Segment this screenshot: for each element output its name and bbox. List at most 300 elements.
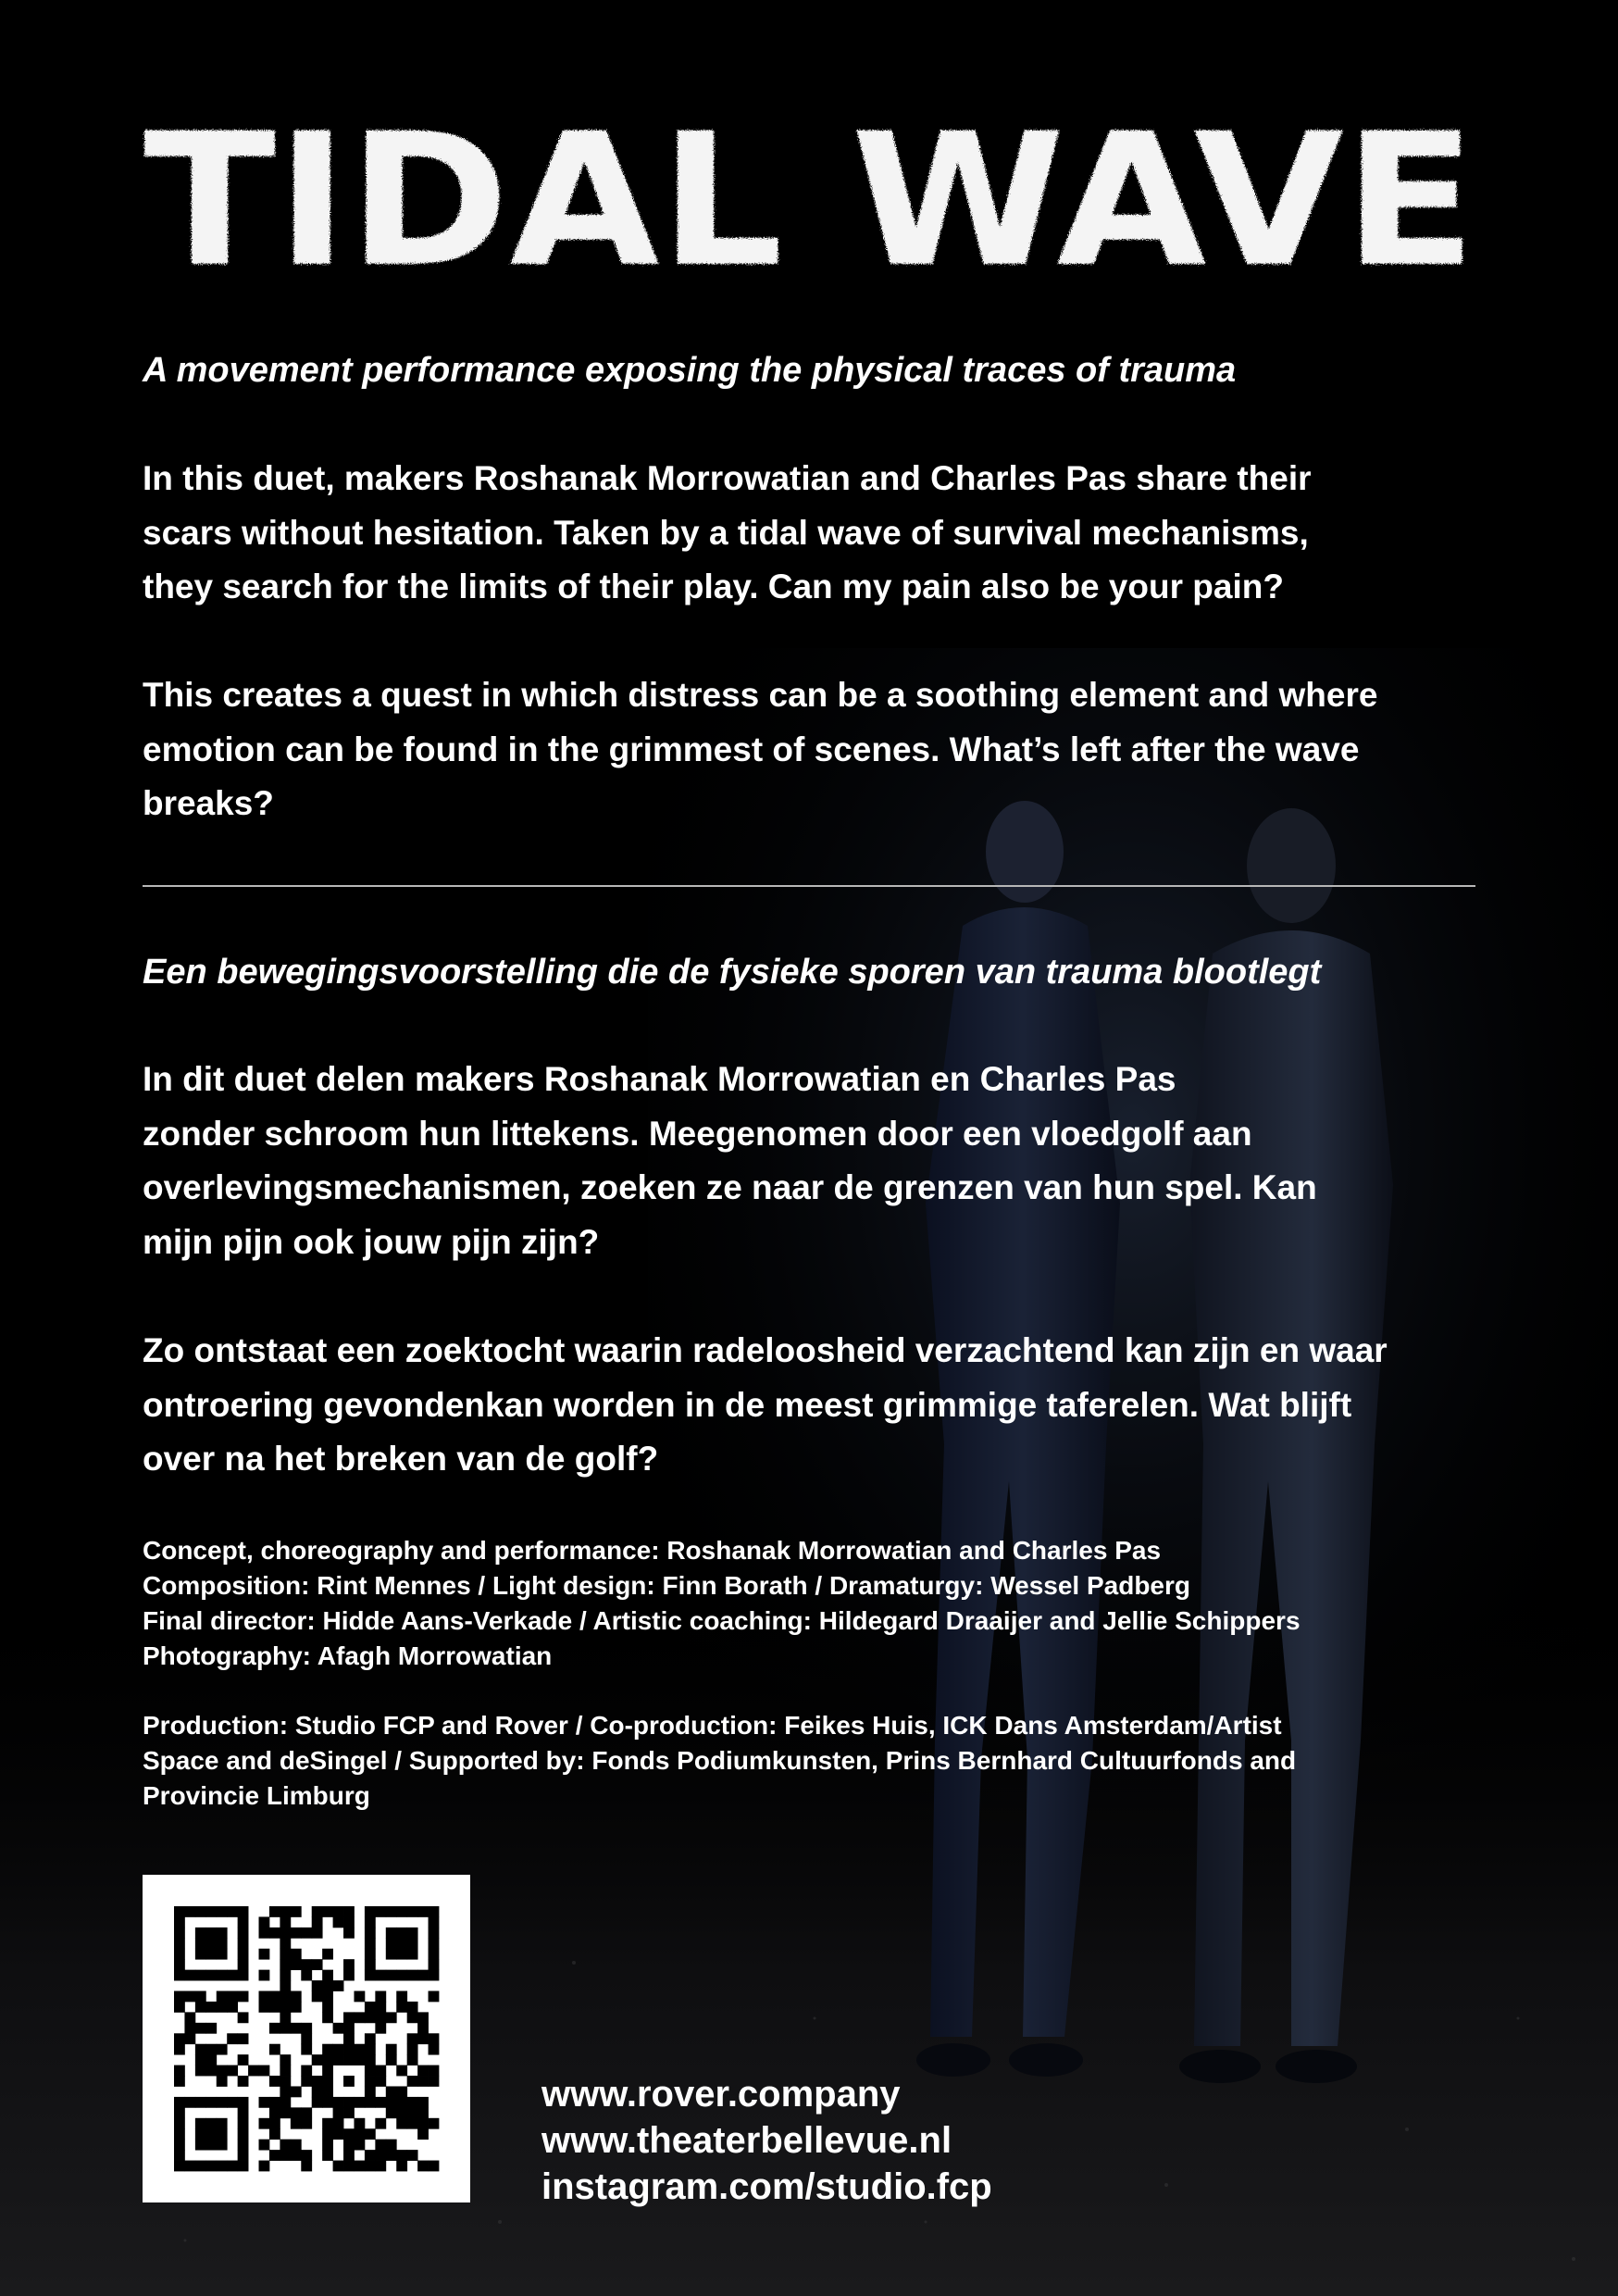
qr-module: [417, 2076, 429, 2087]
qr-module: [333, 1980, 344, 1991]
qr-module: [375, 2097, 386, 2108]
qr-module: [238, 1928, 249, 1939]
dutch-p2-line: Zo ontstaat een zoektocht waarin radeloosheid verzachtend kan zijn en waar: [143, 1331, 1388, 1369]
qr-module: [343, 2150, 355, 2161]
qr-module: [217, 1938, 228, 1949]
qr-module: [217, 1906, 228, 1917]
qr-module: [417, 2097, 429, 2108]
qr-module: [343, 1906, 355, 1917]
qr-module: [217, 2140, 228, 2151]
qr-module: [429, 1970, 440, 1981]
qr-module: [396, 2118, 407, 2129]
qr-module: [407, 1938, 418, 1949]
qr-module: [205, 2023, 217, 2034]
qr-module: [343, 2076, 355, 2087]
qr-module: [291, 1949, 302, 1960]
qr-module: [280, 2076, 291, 2087]
english-paragraph-2: [143, 668, 1485, 831]
qr-module: [322, 2002, 333, 2013]
qr-module: [386, 2140, 397, 2151]
qr-module: [312, 1928, 323, 1939]
qr-module: [238, 2012, 249, 2023]
qr-module: [280, 1916, 291, 1928]
qr-module: [417, 2128, 429, 2140]
qr-module: [280, 2002, 291, 2013]
qr-module: [365, 2086, 376, 2097]
credit-line: Space and deSingel / Supported by: Fonds Podiumkunsten, Prins Bernhard Cultuurfonds and: [143, 1746, 1297, 1775]
qr-module: [429, 1906, 440, 1917]
qr-module: [343, 2044, 355, 2055]
qr-module: [238, 2033, 249, 2044]
english-p1-line: they search for the limits of their play. Can my pain also be your pain?: [143, 568, 1284, 605]
qr-module: [322, 2076, 333, 2087]
qr-module: [269, 2128, 280, 2140]
qr-module: [386, 1970, 397, 1981]
qr-module: [396, 1938, 407, 1949]
qr-module: [354, 2097, 365, 2108]
qr-module: [301, 2150, 312, 2161]
qr-module: [343, 2054, 355, 2065]
qr-module: [259, 2140, 270, 2151]
qr-module: [227, 2097, 238, 2108]
qr-module: [217, 2161, 228, 2172]
qr-module: [269, 2076, 280, 2087]
qr-module: [429, 1928, 440, 1939]
qr-module: [280, 1906, 291, 1917]
qr-module: [205, 1938, 217, 1949]
qr-module: [322, 1906, 333, 1917]
qr-module: [354, 1991, 365, 2003]
qr-module: [333, 1916, 344, 1928]
qr-module: [429, 1938, 440, 1949]
qr-module: [174, 2097, 185, 2108]
qr-module: [396, 1991, 407, 2003]
qr-module: [238, 2118, 249, 2129]
qr-module: [269, 1928, 280, 1939]
qr-module: [429, 2033, 440, 2044]
qr-module: [184, 1991, 195, 2003]
qr-module: [280, 2086, 291, 2097]
qr-module: [195, 1949, 206, 1960]
qr-module: [280, 1980, 291, 1991]
qr-module: [280, 2023, 291, 2034]
qr-module: [429, 2076, 440, 2087]
link-rover[interactable]: www.rover.company: [541, 2074, 901, 2115]
title-text: TIDAL WAVE: [143, 125, 1477, 278]
poster-title: [139, 125, 1481, 278]
qr-module: [195, 2097, 206, 2108]
qr-module: [375, 2023, 386, 2034]
qr-module: [301, 2076, 312, 2087]
qr-module: [301, 2044, 312, 2055]
qr-module: [238, 1916, 249, 1928]
qr-module: [333, 2044, 344, 2055]
qr-module: [354, 2161, 365, 2172]
qr-module: [205, 2140, 217, 2151]
qr-module: [184, 2012, 195, 2023]
qr-module: [333, 2054, 344, 2065]
qr-module: [312, 2054, 323, 2065]
qr-module: [312, 1906, 323, 1917]
qr-module: [184, 1970, 195, 1981]
qr-module: [407, 2107, 418, 2118]
qr-module: [205, 2044, 217, 2055]
qr-module: [227, 2033, 238, 2044]
qr-module: [354, 2140, 365, 2151]
qr-module: [322, 1949, 333, 1960]
qr-module: [354, 2044, 365, 2055]
credits-block-2: [143, 1708, 1485, 1814]
qr-module: [365, 2033, 376, 2044]
qr-module: [280, 2107, 291, 2118]
qr-module: [354, 2054, 365, 2065]
qr-module: [301, 2118, 312, 2129]
qr-module: [333, 2128, 344, 2140]
qr-module: [343, 1928, 355, 1939]
qr-module: [269, 2118, 280, 2129]
qr-module: [195, 2128, 206, 2140]
qr-module: [417, 2033, 429, 2044]
qr-module: [238, 1970, 249, 1981]
english-paragraph-1: [143, 452, 1485, 615]
qr-module: [174, 2150, 185, 2161]
qr-module: [227, 1991, 238, 2003]
dutch-p2-line: ontroering gevondenkan worden in de meest grimmige taferelen. Wat blijft: [143, 1385, 1352, 1424]
qr-module: [322, 2054, 333, 2065]
qr-module: [217, 2097, 228, 2108]
qr-module: [184, 2033, 195, 2044]
qr-module: [174, 1970, 185, 1981]
qr-module: [322, 2044, 333, 2055]
qr-module: [333, 2023, 344, 2034]
qr-module: [259, 2065, 270, 2077]
qr-module: [280, 1938, 291, 1949]
qr-code-graphic: [143, 1875, 470, 2202]
qr-module: [386, 1949, 397, 1960]
qr-module: [205, 1906, 217, 1917]
qr-module: [259, 2161, 270, 2172]
qr-module: [280, 1959, 291, 1970]
qr-module: [322, 2118, 333, 2129]
qr-module: [365, 2128, 376, 2140]
qr-module: [259, 1949, 270, 1960]
qr-module: [343, 2128, 355, 2140]
qr-module: [280, 2150, 291, 2161]
qr-module: [322, 2097, 333, 2108]
qr-module: [174, 2128, 185, 2140]
qr-module: [417, 2161, 429, 2172]
qr-module: [365, 2065, 376, 2077]
qr-module: [301, 1959, 312, 1970]
qr-module: [227, 1906, 238, 1917]
qr-module: [386, 2054, 397, 2065]
qr-module: [238, 2128, 249, 2140]
qr-module: [429, 2118, 440, 2129]
credits-block-1: [143, 1533, 1485, 1674]
qr-module: [407, 2044, 418, 2055]
qr-module: [195, 1906, 206, 1917]
qr-module: [205, 2128, 217, 2140]
qr-module: [195, 2065, 206, 2077]
qr-module: [205, 1970, 217, 1981]
qr-module: [365, 2161, 376, 2172]
qr-module: [343, 1970, 355, 1981]
qr-module: [269, 2150, 280, 2161]
qr-module: [429, 2065, 440, 2077]
link-theaterbellevue[interactable]: www.theaterbellevue.nl: [541, 2120, 952, 2161]
qr-module: [195, 2023, 206, 2034]
qr-module: [407, 2033, 418, 2044]
qr-module: [407, 2150, 418, 2161]
qr-code-icon[interactable]: [143, 1875, 470, 2202]
qr-module: [312, 2086, 323, 2097]
qr-module: [195, 2161, 206, 2172]
qr-module: [259, 2097, 270, 2108]
qr-module: [269, 2044, 280, 2055]
qr-module: [322, 1970, 333, 1981]
qr-module: [333, 2097, 344, 2108]
qr-module: [322, 2150, 333, 2161]
qr-module: [333, 2107, 344, 2118]
qr-module: [375, 2161, 386, 2172]
english-p2-line: breaks?: [143, 784, 274, 822]
qr-module: [280, 1928, 291, 1939]
qr-module: [365, 2012, 376, 2023]
qr-module: [195, 1991, 206, 2003]
qr-module: [407, 2012, 418, 2023]
qr-module: [174, 2161, 185, 2172]
qr-module: [375, 2012, 386, 2023]
qr-module: [291, 1906, 302, 1917]
qr-module: [238, 2161, 249, 2172]
qr-module: [238, 2150, 249, 2161]
qr-module: [365, 1906, 376, 1917]
qr-module: [259, 1970, 270, 1981]
qr-module: [195, 1938, 206, 1949]
qr-module: [312, 1991, 323, 2003]
qr-module: [280, 2012, 291, 2023]
qr-module: [396, 2065, 407, 2077]
credit-line: Production: Studio FCP and Rover / Co-production: Feikes Huis, ICK Dans Amsterdam/Artist: [143, 1711, 1282, 1740]
qr-module: [217, 2044, 228, 2055]
qr-module: [343, 2033, 355, 2044]
qr-module: [269, 2097, 280, 2108]
dutch-subtitle: Een bewegingsvoorstelling die de fysieke sporen van trauma blootlegt: [143, 953, 1322, 992]
qr-module: [291, 1928, 302, 1939]
qr-module: [174, 2065, 185, 2077]
qr-module: [429, 1916, 440, 1928]
qr-module: [365, 1959, 376, 1970]
qr-module: [227, 2161, 238, 2172]
qr-module: [375, 1970, 386, 1981]
qr-module: [280, 1970, 291, 1981]
dutch-p1-line: In dit duet delen makers Roshanak Morrowatian en Charles Pas: [143, 1060, 1176, 1098]
qr-module: [238, 2054, 249, 2065]
qr-module: [343, 1959, 355, 1970]
qr-module: [343, 2023, 355, 2034]
qr-module: [407, 2054, 418, 2065]
qr-module: [174, 2044, 185, 2055]
dutch-p1-line: zonder schroom hun littekens. Meegenomen door een vloedgolf aan: [143, 1114, 1252, 1153]
qr-module: [375, 2065, 386, 2077]
english-p2-line: emotion can be found in the grimmest of scenes. What’s left after the wave: [143, 730, 1360, 768]
qr-module: [375, 2150, 386, 2161]
english-p1-line: scars without hesitation. Taken by a tidal wave of survival mechanisms,: [143, 513, 1309, 552]
qr-module: [386, 2107, 397, 2118]
links-list: [541, 2071, 1189, 2210]
dutch-p1-line: overlevingsmechanismen, zoeken ze naar de grenzen van hun spel. Kan: [143, 1168, 1317, 1206]
qr-module: [417, 2118, 429, 2129]
qr-module: [248, 2065, 259, 2077]
qr-module: [429, 1959, 440, 1970]
qr-module: [407, 2002, 418, 2013]
dutch-paragraph-1: [143, 1053, 1485, 1269]
qr-module: [407, 1928, 418, 1939]
qr-module: [375, 1991, 386, 2003]
qr-module: [396, 2097, 407, 2108]
qr-module: [343, 2161, 355, 2172]
qr-module: [205, 2054, 217, 2065]
qr-module: [174, 2140, 185, 2151]
qr-module: [407, 2097, 418, 2108]
qr-module: [174, 2118, 185, 2129]
qr-module: [396, 1928, 407, 1939]
credit-line: Photography: Afagh Morrowatian: [143, 1641, 553, 1670]
qr-module: [312, 1959, 323, 1970]
qr-module: [386, 1928, 397, 1939]
qr-module: [333, 2118, 344, 2129]
qr-module: [396, 2086, 407, 2097]
qr-module: [280, 1991, 291, 2003]
qr-module: [205, 1949, 217, 1960]
qr-module: [365, 2054, 376, 2065]
qr-module: [174, 1991, 185, 2003]
qr-module: [407, 2076, 418, 2087]
section-divider: [143, 885, 1475, 887]
qr-module: [238, 2140, 249, 2151]
dutch-paragraph-2: [143, 1324, 1485, 1487]
qr-module: [365, 2002, 376, 2013]
qr-module: [343, 2012, 355, 2023]
credit-line: Concept, choreography and performance: Roshanak Morrowatian and Charles Pas: [143, 1536, 1162, 1565]
qr-module: [259, 2118, 270, 2129]
qr-module: [174, 2002, 185, 2013]
qr-module: [365, 1970, 376, 1981]
qr-module: [217, 2076, 228, 2087]
qr-module: [174, 1916, 185, 1928]
qr-module: [291, 2107, 302, 2118]
qr-module: [365, 2076, 376, 2087]
qr-module: [333, 1906, 344, 1917]
qr-module: [195, 2140, 206, 2151]
qr-module: [238, 1938, 249, 1949]
credit-line: Final director: Hidde Aans-Verkade / Artistic coaching: Hildegard Draaijer and Jellie Schippers: [143, 1606, 1301, 1635]
qr-module: [396, 1949, 407, 1960]
qr-module: [174, 2033, 185, 2044]
qr-module: [227, 2002, 238, 2013]
link-instagram[interactable]: instagram.com/studio.fcp: [541, 2166, 992, 2207]
qr-module: [205, 2118, 217, 2129]
qr-module: [429, 1991, 440, 2003]
qr-module: [238, 2107, 249, 2118]
qr-module: [333, 2161, 344, 2172]
qr-module: [174, 1938, 185, 1949]
english-p1-line: In this duet, makers Roshanak Morrowatian and Charles Pas share their: [143, 459, 1312, 497]
qr-module: [365, 2150, 376, 2161]
qr-module: [280, 2140, 291, 2151]
credit-line: Provincie Limburg: [143, 1781, 370, 1810]
qr-module: [386, 2012, 397, 2023]
qr-module: [386, 2086, 397, 2097]
qr-module: [375, 1906, 386, 1917]
qr-module: [174, 2076, 185, 2087]
qr-module: [174, 1906, 185, 1917]
qr-module: [269, 1906, 280, 1917]
qr-module: [291, 2086, 302, 2097]
qr-module: [386, 2150, 397, 2161]
qr-module: [396, 2002, 407, 2013]
qr-module: [365, 2097, 376, 2108]
qr-module: [417, 1970, 429, 1981]
qr-module: [269, 2107, 280, 2118]
qr-module: [195, 2044, 206, 2055]
qr-module: [174, 1928, 185, 1939]
qr-module: [322, 2012, 333, 2023]
qr-module: [195, 2054, 206, 2065]
credit-line: Composition: Rint Mennes / Light design: Finn Borath / Dramaturgy: Wessel Padberg: [143, 1571, 1191, 1600]
qr-module: [259, 1916, 270, 1928]
qr-module: [217, 1970, 228, 1981]
qr-module: [195, 1970, 206, 1981]
qr-module: [259, 1928, 270, 1939]
qr-module: [375, 2002, 386, 2013]
qr-module: [386, 1938, 397, 1949]
qr-module: [174, 2107, 185, 2118]
qr-module: [259, 1991, 270, 2003]
qr-module: [386, 1906, 397, 1917]
english-p2-line: This creates a quest in which distress can be a soothing element and where: [143, 676, 1378, 714]
qr-module: [312, 2076, 323, 2087]
qr-module: [217, 2128, 228, 2140]
qr-module: [205, 2002, 217, 2013]
qr-module: [238, 2076, 249, 2087]
qr-module: [417, 2023, 429, 2034]
qr-module: [217, 2002, 228, 2013]
qr-module: [375, 2118, 386, 2129]
qr-module: [301, 2023, 312, 2034]
qr-module: [238, 1906, 249, 1917]
qr-module: [312, 2097, 323, 2108]
qr-module: [417, 2065, 429, 2077]
qr-module: [375, 2140, 386, 2151]
qr-module: [407, 2118, 418, 2129]
qr-module: [227, 1970, 238, 1981]
qr-module: [227, 2065, 238, 2077]
qr-module: [365, 1938, 376, 1949]
qr-module: [417, 2107, 429, 2118]
qr-module: [396, 2107, 407, 2118]
qr-module: [301, 2107, 312, 2118]
qr-module: [184, 1906, 195, 1917]
qr-module: [354, 2118, 365, 2129]
qr-module: [417, 1906, 429, 1917]
qr-module: [259, 2002, 270, 2013]
qr-module: [354, 2128, 365, 2140]
qr-module: [280, 1949, 291, 1960]
qr-module: [174, 1949, 185, 1960]
qr-module: [396, 1970, 407, 1981]
qr-module: [365, 1949, 376, 1960]
